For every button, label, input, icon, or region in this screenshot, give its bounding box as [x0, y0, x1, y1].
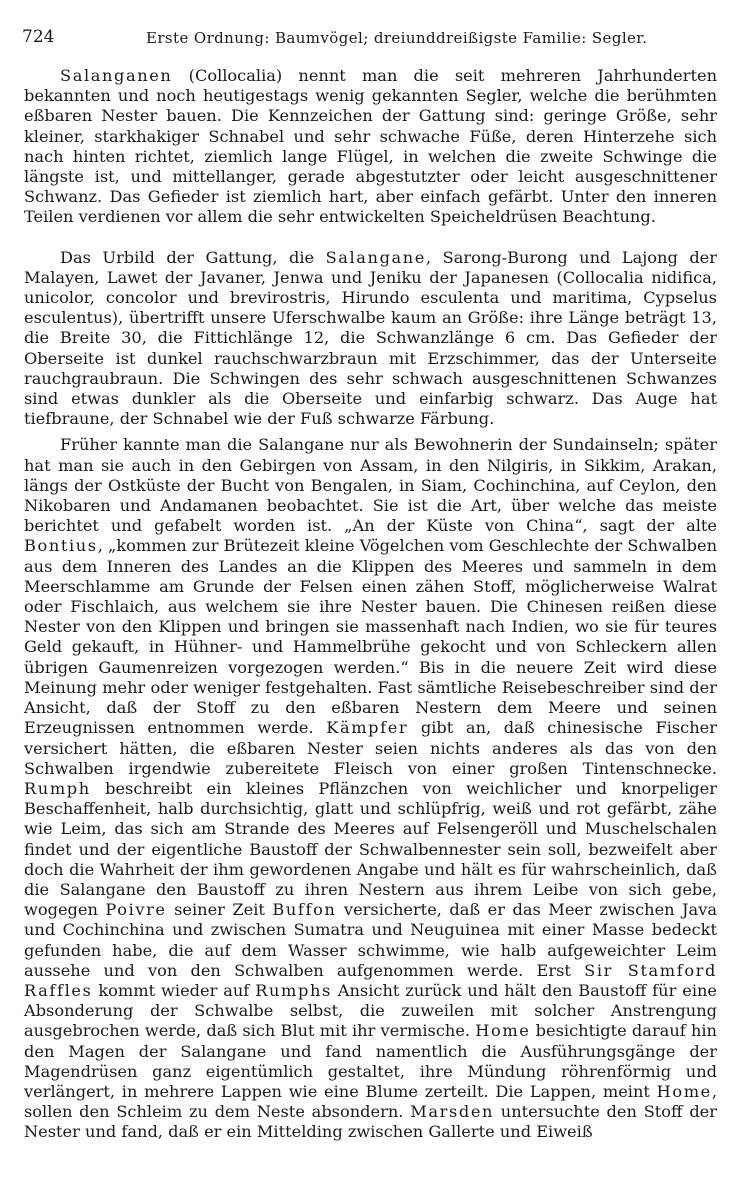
paragraph-salanganen [24, 66, 717, 228]
paragraph-distribution [24, 435, 717, 1142]
text-run: besichtigte darauf hin den Magen der Salangane und fand namentlich die Ausführungsgänge der Magendrüsen ganz eigentümlich gestaltet, ihre Mündung röhrenförmig und verlängert, in mehrere Lappen wie eine Blume zerteilt. Die Lappen, meint [24, 1021, 717, 1101]
text-run: kommt wieder auf [92, 980, 256, 1000]
text-run: versicherte, daß er das Meer zwischen Java und Cochinchina und zwischen Sumatra und Neuguinea mit einer Masse bedeckt gefunden habe, die auf dem Wasser schwimme, wie halb aufgeweichter Leim aussehe und von den Schwalben aufgenommen werde. Erst [24, 900, 717, 980]
page-number: 724 [22, 27, 55, 47]
emphasis: Sir Stamford Raffles [24, 960, 717, 1000]
page-header [22, 27, 726, 51]
emphasis: Salangane [325, 247, 426, 267]
text-run: gibt an, daß chinesische Fischer versichert hätten, die eßbaren Nester seien nichts anderes als das von den Schwalben irgendwie zubereitete Fleisch von einer großen Tintenschnecke. [24, 718, 717, 778]
text-run: , sollen den Schleim zu dem Neste absondern. [24, 1081, 717, 1122]
emphasis: Poivre [105, 900, 167, 920]
text-run: , „kommen zur Brütezeit kleine Vögelchen vom Geschlechte der Schwalben aus dem Inneren des Landes an die Klippen des Meeres und sammeln in dem Meerschlamme am Grunde der Felsen einen zähen Stoff, möglicherweise Walrat oder Fischlaich, aus welchem sie ihre Nester bauen. Die Chinesen reißen diese Nester von den Klippen und bringen sie massenhaft nach Indien, wo sie für teures Geld gekauft, in Hühner- und Hammelbrühe gekocht und von Schleckern allen übrigen Gaumenreizen vorgezogen werden.“ Bis in die neuere Zeit wird diese Meinung mehr oder weniger festgehalten. Fast sämtliche Reisebeschreiber sind der Ansicht, daß der Stoff zu den eßbaren Nestern dem Meere und seinen Erzeugnissen entnommen werde. [24, 536, 717, 738]
text-run: beschreibt ein kleines Pflänzchen von weichlicher und knorpeliger Beschaffenheit, halb durchsichtig, glatt und schlüpfrig, weiß und rot gefärbt, zähe wie Leim, das sich am Strande des Meeres auf Felsengeröll und Muschelschalen findet und der eigentliche Baustoff der Schwalbennester sein soll, bezweifelt aber doch die Wahrheit der ihm gewordenen Angabe und hält es für wahrscheinlich, daß die Salangane den Baustoff zu ihren Nestern aus ihrem Leibe von sich gebe, wogegen [24, 778, 717, 920]
text-run: untersuchte den Stoff der Nester und fand, daß er ein Mittelding zwischen Gallerte und Eiweiß [24, 1102, 717, 1142]
emphasis: Home [475, 1021, 531, 1041]
text-run: , Sarong-Burong und Lajong der Malayen, Lawet der Javaner, Jenwa und Jeniku der Japanesen (Collocalia nidifica, unicolor, concolor und brevirostris, Hirundo esculenta und maritima, Cypselus esculentus), übertrifft unsere Uferschwalbe kaum an Größe: ihre Länge beträgt 13, die Breite 30, die Fittichlänge 12, die Schwanzlänge 6 cm. Das Gefieder der Oberseite ist dunkel rauchschwarzbraun mit Erzschimmer, das der Unterseite rauchgraubraun. Die Schwingen des sehr schwach ausgeschnittenen Schwanzes sind etwas dunkler als die Oberseite und einfarbig schwarz. Das Auge hat tiefbraune, der Schnabel wie der Fuß schwarze Färbung. [24, 247, 718, 429]
emphasis: Buffon [272, 900, 337, 920]
emphasis: Home [656, 1081, 712, 1101]
emphasis: Kämpfer [326, 718, 409, 738]
emphasis: Salanganen [60, 66, 173, 85]
text-run: Das Urbild der Gattung, die [60, 247, 326, 267]
text-run: seiner Zeit [166, 900, 273, 920]
text-run: Ansicht zurück und hält den Baustoff für eine Absonderung der Schwalbe selbst, die zuweilen mit solcher Anstrengung ausgebrochen werde, daß sich Blut mit ihr vermische. [24, 980, 718, 1041]
emphasis: Rumphs [255, 980, 332, 1000]
running-title: Erste Ordnung: Baumvögel; dreiunddreißigste Familie: Segler. [146, 29, 648, 47]
emphasis: Marsden [410, 1102, 495, 1122]
text-run: (Collocalia) nennt man die seit mehreren Jahrhunderten bekannten und noch heutigestags wenig gekannten Segler, welche die berühmten eßbaren Nester bauen. Die Kennzeichen der Gattung sind: geringe Größe, sehr kleiner, starkhakiger Schnabel und sehr schwache Füße, deren Hinterzehe sich nach hinten richtet, ziemlich lange Flügel, in welchen die zweite Schwinge die längste ist, und mittellanger, gerade abgestutzter oder leicht ausgeschnittener Schwanz. Das Gefieder ist ziemlich hart, aber einfach gefärbt. Unter den inneren Teilen verdienen vor allem die sehr entwickelten Speicheldrüsen Beachtung. [24, 66, 717, 227]
text-run: Früher kannte man die Salangane nur als Bewohnerin der Sundainseln; später hat man sie auch in den Gebirgen von Assam, in den Nilgiris, in Sikkim, Arakan, längs der Ostküste der Bucht von Bengalen, in Siam, Cochinchina, auf Ceylon, den Nikobaren und Andamanen beobachtet. Sie ist die Art, über welche das meiste berichtet und gefabelt worden ist. „An der Küste von China“, sagt der alte [24, 435, 717, 536]
paragraph-salangane-description [24, 248, 717, 430]
body-text [24, 66, 717, 1143]
emphasis: Rumph [24, 778, 91, 798]
emphasis: Bontius [24, 536, 98, 556]
